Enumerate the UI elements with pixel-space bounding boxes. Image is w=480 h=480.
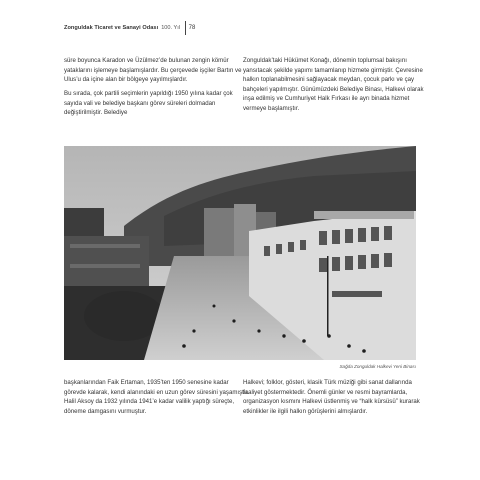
text-column-top-right	[243, 56, 428, 118]
historical-photo	[64, 146, 416, 360]
paragraph: süre boyunca Karadon ve Üzülmez’de bulunan zengin kömür yataklarını işlemeye başlamışlardır. Bu çerçevede işçiler Bartın ve Ulus’u da içine alan bir bölgeye yayılmışlardır.	[64, 57, 242, 84]
paragraph: başkanlarından Faik Ertaman, 1935’ten 1950 senesine kadar görevde kalarak, kendi alanındaki en uzun görev süresini yaşamıştır. Halil Aksoy da 1932 yılında 1941’e kadar valilik yaptığı süreçte, döneme damgasını vurmuştur.	[64, 379, 249, 415]
header-divider	[185, 21, 186, 35]
photo-caption: Sağda Zonguldak Halkevi Yeni Binası	[339, 364, 416, 369]
publication-title: Zonguldak Ticaret ve Sanayi Odası	[64, 25, 159, 31]
text-column-bottom-left	[64, 378, 249, 421]
text-column-bottom-right	[243, 378, 428, 421]
anniversary-label: 100. Yıl	[161, 25, 181, 31]
paragraph: Zonguldak’taki Hükümet Konağı, dönemin toplumsal bakışını yansıtacak şekilde yapımı tamamlanıp hizmete girmiştir. Çevresine halkın toplanabilmesini sağlayacak meydan, çocuk parkı ve çay bahçeleri yapılmıştır. Günümüzdeki Belediye Binası, Halkevi olarak inşa edilmiş ve Cumhuriyet Halk Fırkası ile ayrı binada hizmet vermeye başlamıştır.	[243, 57, 424, 112]
page-header	[64, 19, 195, 37]
text-column-top-left	[64, 56, 249, 123]
paragraph: Halkevi; folklor, gösteri, klasik Türk müziği gibi sanat dallarında faaliyet göstermektedir. Önemli günler ve resmi bayramlarda, organizasyon kısmını Halkevi üstlenmiş ve “halk kürsüsü” kurarak etkinlikler ile ilgili halkın görüşlerini almışlardır.	[243, 379, 420, 415]
page-number: 78	[188, 25, 196, 31]
paragraph: Bu sırada, çok partili seçimlerin yapıldığı 1950 yılına kadar çok sayıda vali ve belediye başkanı görev süreleri dolmadan değiştirilmiştir. Belediye	[64, 90, 233, 117]
